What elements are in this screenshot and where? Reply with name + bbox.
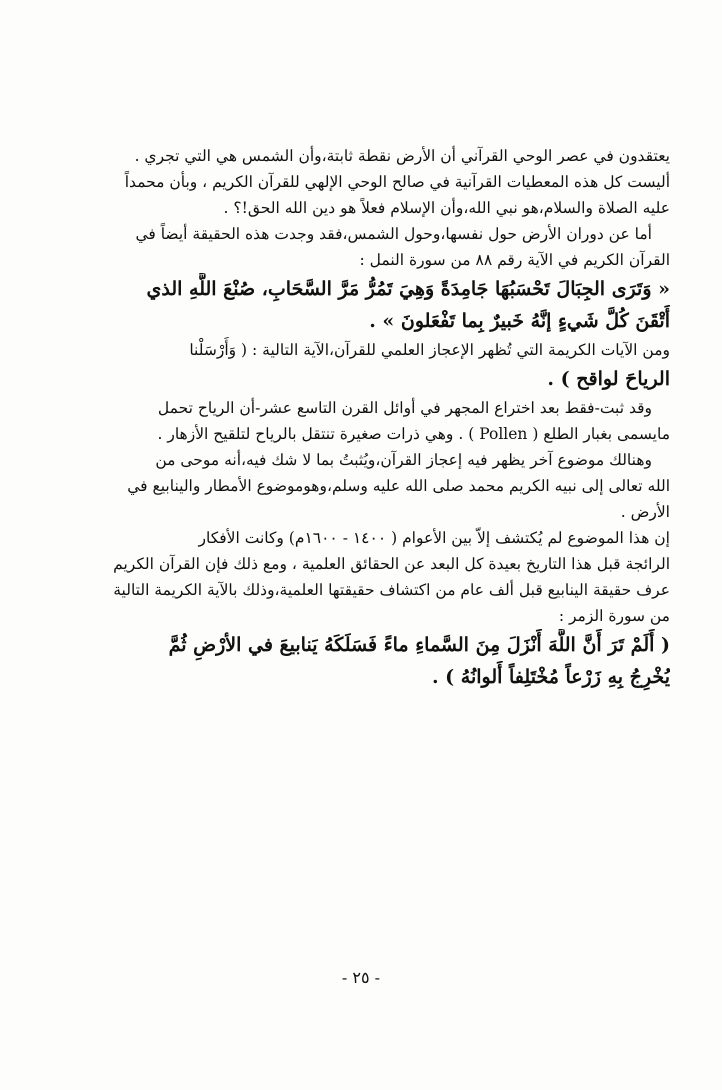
text-line: عرف حقيقة الينابيع قبل ألف عام من اكتشاف حقيقتها العلمية،وذلك بالآية الكريمة التالية bbox=[113, 581, 670, 599]
text-line: مايسمى بغبار الطلع ( Pollen ) . وهي ذرات صغيرة تنتقل بالرياح لتلقيح الأزهار . bbox=[157, 425, 670, 443]
text-line: ومن الآيات الكريمة التي تُظهر الإعجاز العلمي للقرآن،الآية التالية : ( وَأَرْسَلْنا bbox=[189, 341, 670, 359]
text-line: الأرض . bbox=[620, 503, 670, 521]
quran-verse-line: ( أَلَمْ تَرَ أَنَّ اللَّهَ أَنْزَلَ مِنَ السَّماءِ ماءً فَسَلَكَهُ يَنابيعَ في الأرْضِ ثُمَّ bbox=[168, 634, 670, 656]
text-line: عليه الصلاة والسلام،هو نبي الله،وأن الإسلام فعلاً هو دين الله الحق!؟ . bbox=[223, 199, 670, 217]
body-text bbox=[60, 143, 670, 693]
text-line: أليست كل هذه المعطيات القرآنية في صالح الوحي الإلهي للقرآن الكريم ، وبأن محمداً bbox=[124, 173, 670, 191]
text-line: القرآن الكريم في الآية رقم ٨٨ من سورة النمل : bbox=[359, 251, 670, 269]
quran-verse-line: « وَتَرَى الجِبَالَ تَحْسَبُهَا جَامِدَةً وَهِيَ تَمُرُّ مَرَّ السَّحَابِ، صُنْعَ اللَّهِ الذي bbox=[146, 278, 670, 300]
quran-verse-line: أَتْقَنَ كُلَّ شَيءٍ إنَّهُ خَبيرٌ بِما تَفْعَلونَ » . bbox=[369, 310, 670, 332]
text-line: وهنالك موضوع آخر يظهر فيه إعجاز القرآن،ويُثبتُ بما لا شك فيه،أنه موحى من bbox=[155, 451, 652, 469]
text-line: أما عن دوران الأرض حول نفسها،وحول الشمس،فقد وجدت هذه الحقيقة أيضاً في bbox=[135, 225, 652, 243]
text-line: من سورة الزمر : bbox=[558, 607, 670, 625]
text-line: يعتقدون في عصر الوحي القرآني أن الأرض نقطة ثابتة،وأن الشمس هي التي تجري . bbox=[134, 147, 670, 165]
page-number: - ٢٥ - bbox=[341, 968, 381, 987]
text-line: إن هذا الموضوع لم يُكتشف إلاّ بين الأعوام ( ١٤٠٠ - ١٦٠٠م) وكانت الأفكار bbox=[198, 529, 670, 547]
text-line: الله تعالى إلى نبيه الكريم محمد صلى الله عليه وسلم،وهوموضوع الأمطار والينابيع في bbox=[127, 477, 670, 495]
text-line: الرائجة قبل هذا التاريخ بعيدة كل البعد عن الحقائق العلمية ، ومع ذلك فإن القرآن الكريم bbox=[113, 555, 670, 573]
quran-verse-line: يُخْرِجُ بِهِ زَرْعاً مُخْتَلِفاً أَلوانُهُ ) . bbox=[431, 666, 670, 688]
quran-verse-line: الرياحَ لواقح ) . bbox=[547, 368, 670, 390]
text-line: وقد ثبت-فقط بعد اختراع المجهر في أوائل القرن التاسع عشر-أن الرياح تحمل bbox=[157, 399, 652, 417]
